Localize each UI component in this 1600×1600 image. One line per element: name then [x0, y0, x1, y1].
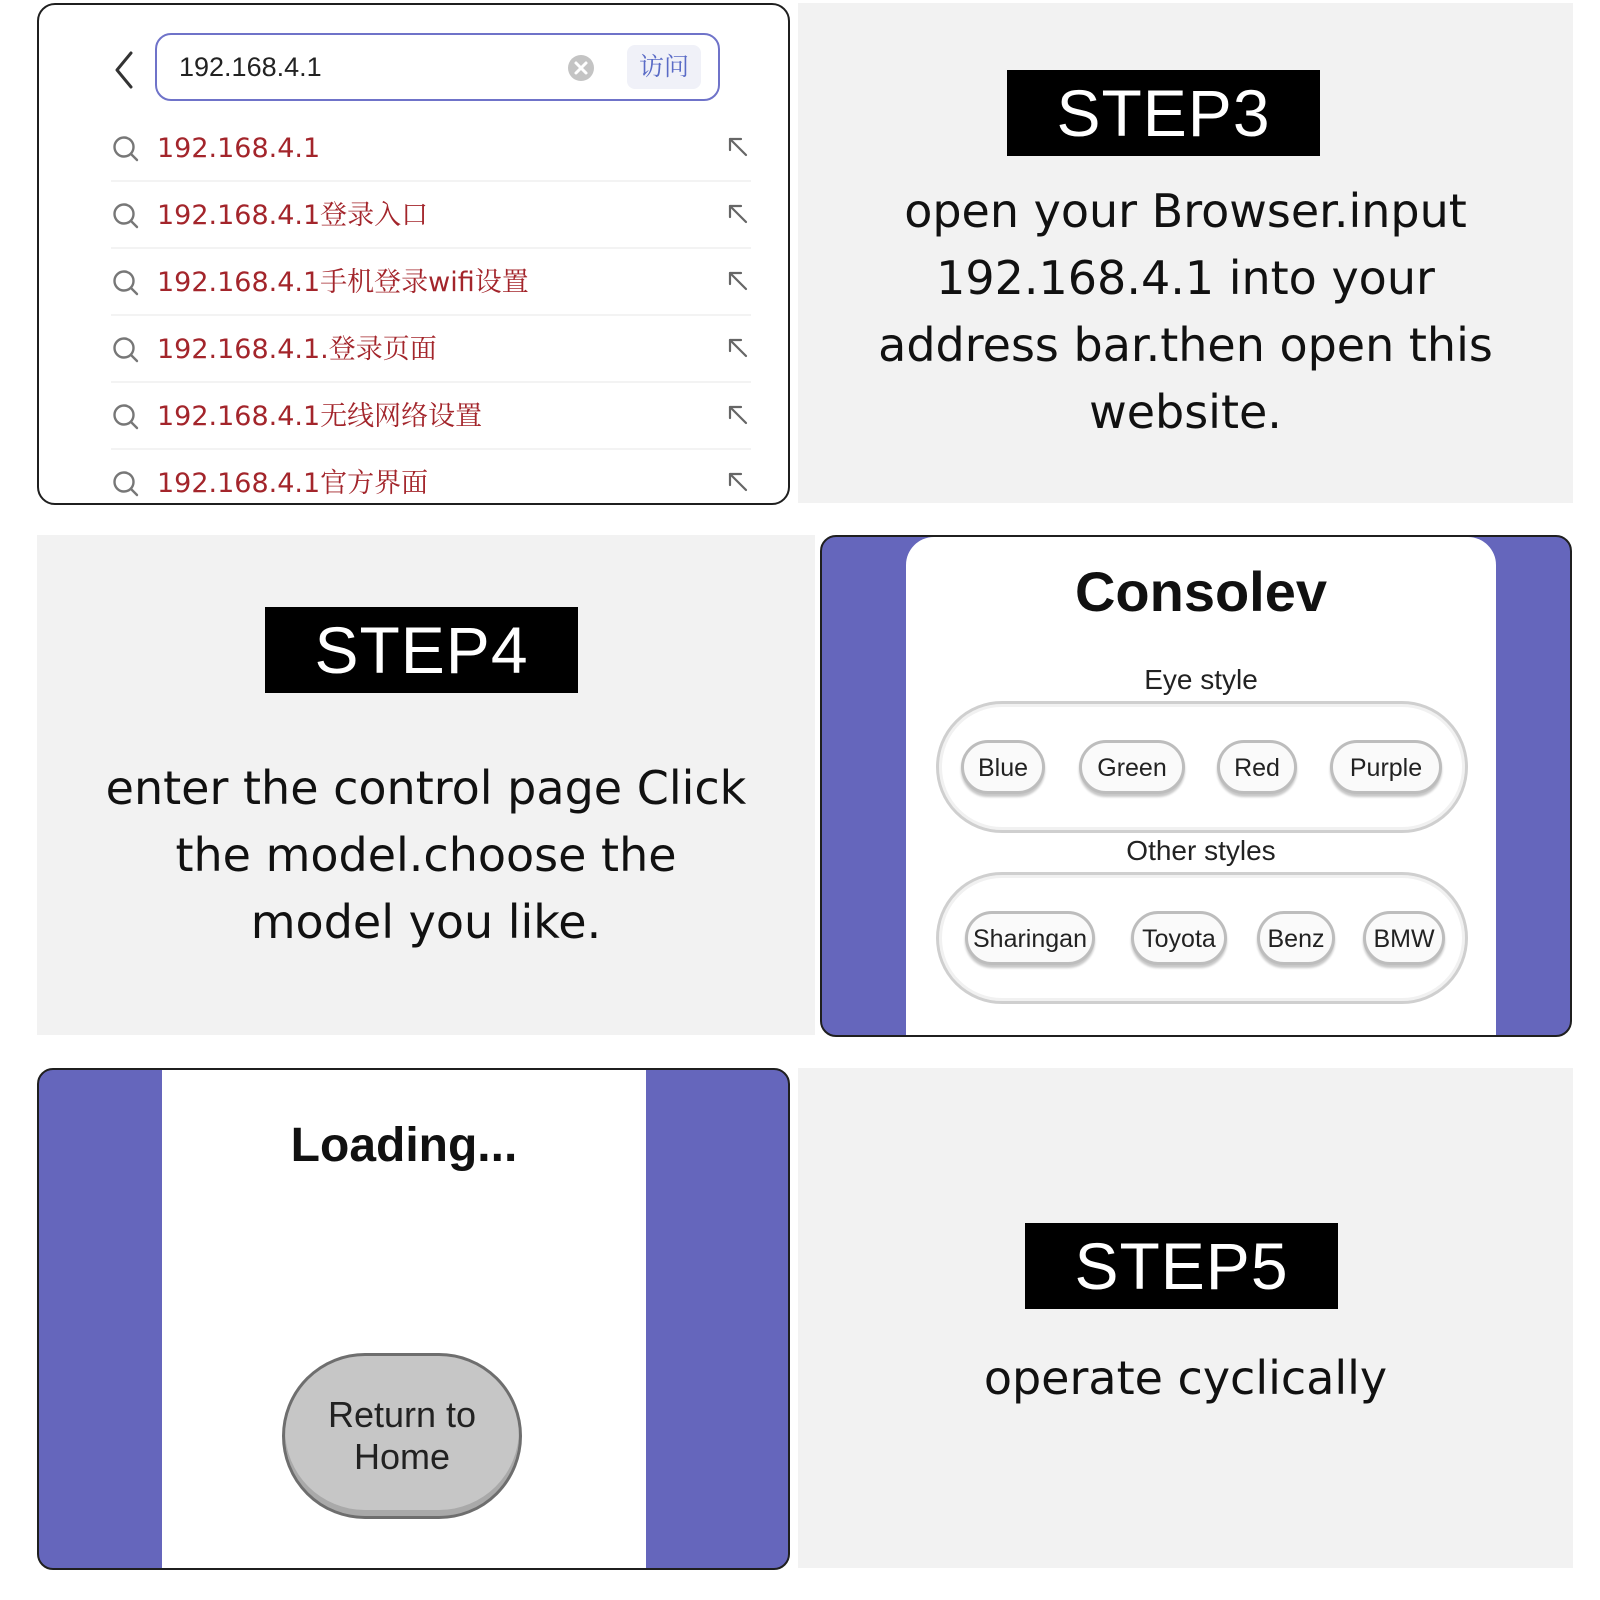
eye-style-blue-button[interactable]: Blue — [961, 740, 1045, 794]
suggestion-text: 192.168.4.1官方界面 — [157, 468, 429, 499]
eye-style-group — [936, 701, 1468, 833]
search-icon — [111, 335, 141, 365]
loading-title: Loading... — [290, 1119, 518, 1172]
address-input[interactable]: 192.168.4.1 — [179, 52, 322, 82]
suggestion-text: 192.168.4.1.登录页面 — [157, 334, 437, 365]
suggestion-text: 192.168.4.1无线网络设置 — [157, 401, 483, 432]
step4-line: enter the control page Click — [105, 761, 747, 815]
eye-style-green-button[interactable]: Green — [1079, 740, 1185, 794]
chevron-left-icon[interactable] — [109, 45, 139, 95]
browser-screenshot-panel — [37, 3, 790, 505]
step5-badge: STEP5 — [1025, 1223, 1338, 1309]
arrow-up-left-icon[interactable] — [725, 134, 751, 160]
step3-line: website. — [1089, 385, 1282, 439]
step4-line: the model.choose the — [175, 828, 677, 882]
search-icon — [111, 201, 141, 231]
search-icon — [111, 134, 141, 164]
suggestion-item[interactable] — [111, 183, 751, 249]
other-style-sharingan-button[interactable]: Sharingan — [965, 911, 1095, 965]
arrow-up-left-icon[interactable] — [725, 402, 751, 428]
visit-button[interactable]: 访问 — [627, 45, 701, 89]
step5-panel — [798, 1068, 1573, 1568]
suggestion-item[interactable] — [111, 116, 751, 182]
other-style-bmw-button[interactable]: BMW — [1363, 911, 1445, 965]
step5-line: operate cyclically — [983, 1351, 1388, 1405]
address-bar[interactable] — [155, 33, 720, 101]
step3-panel — [798, 3, 1573, 503]
clear-circle-icon[interactable] — [567, 54, 595, 82]
loading-screenshot-panel — [37, 1068, 790, 1570]
suggestion-text: 192.168.4.1登录入口 — [157, 200, 429, 231]
loading-page — [162, 1070, 646, 1570]
suggestion-item[interactable] — [111, 250, 751, 316]
suggestion-item[interactable] — [111, 451, 751, 505]
eye-style-red-button[interactable]: Red — [1217, 740, 1297, 794]
arrow-up-left-icon[interactable] — [725, 201, 751, 227]
other-styles-label: Other styles — [1126, 835, 1276, 866]
other-style-toyota-button[interactable]: Toyota — [1131, 911, 1227, 965]
step3-description — [798, 178, 1573, 446]
return-home-button[interactable]: Return to Home — [282, 1353, 522, 1519]
eye-style-label: Eye style — [1144, 664, 1258, 695]
step5-description — [798, 1345, 1573, 1412]
step3-line: address bar.then open this — [878, 318, 1493, 372]
search-icon — [111, 402, 141, 432]
suggestion-item[interactable] — [111, 384, 751, 450]
step3-badge: STEP3 — [1007, 70, 1320, 156]
search-icon — [111, 268, 141, 298]
step4-description — [37, 755, 815, 956]
suggestion-item[interactable] — [111, 317, 751, 383]
console-screenshot-panel — [820, 535, 1572, 1037]
step4-line: model you like. — [250, 895, 602, 949]
console-title: Consolev — [1074, 560, 1328, 623]
step3-line: 192.168.4.1 into your — [936, 251, 1435, 305]
step4-panel — [37, 535, 815, 1035]
suggestion-text: 192.168.4.1 — [157, 133, 321, 164]
other-style-benz-button[interactable]: Benz — [1257, 911, 1335, 965]
step3-line: open your Browser.input — [904, 184, 1467, 238]
search-icon — [111, 469, 141, 499]
step4-badge: STEP4 — [265, 607, 578, 693]
arrow-up-left-icon[interactable] — [725, 268, 751, 294]
arrow-up-left-icon[interactable] — [725, 335, 751, 361]
other-styles-group — [936, 872, 1468, 1004]
eye-style-purple-button[interactable]: Purple — [1330, 740, 1442, 794]
console-page — [906, 537, 1496, 1037]
suggestion-text: 192.168.4.1手机登录wifi设置 — [157, 267, 529, 298]
arrow-up-left-icon[interactable] — [725, 469, 751, 495]
